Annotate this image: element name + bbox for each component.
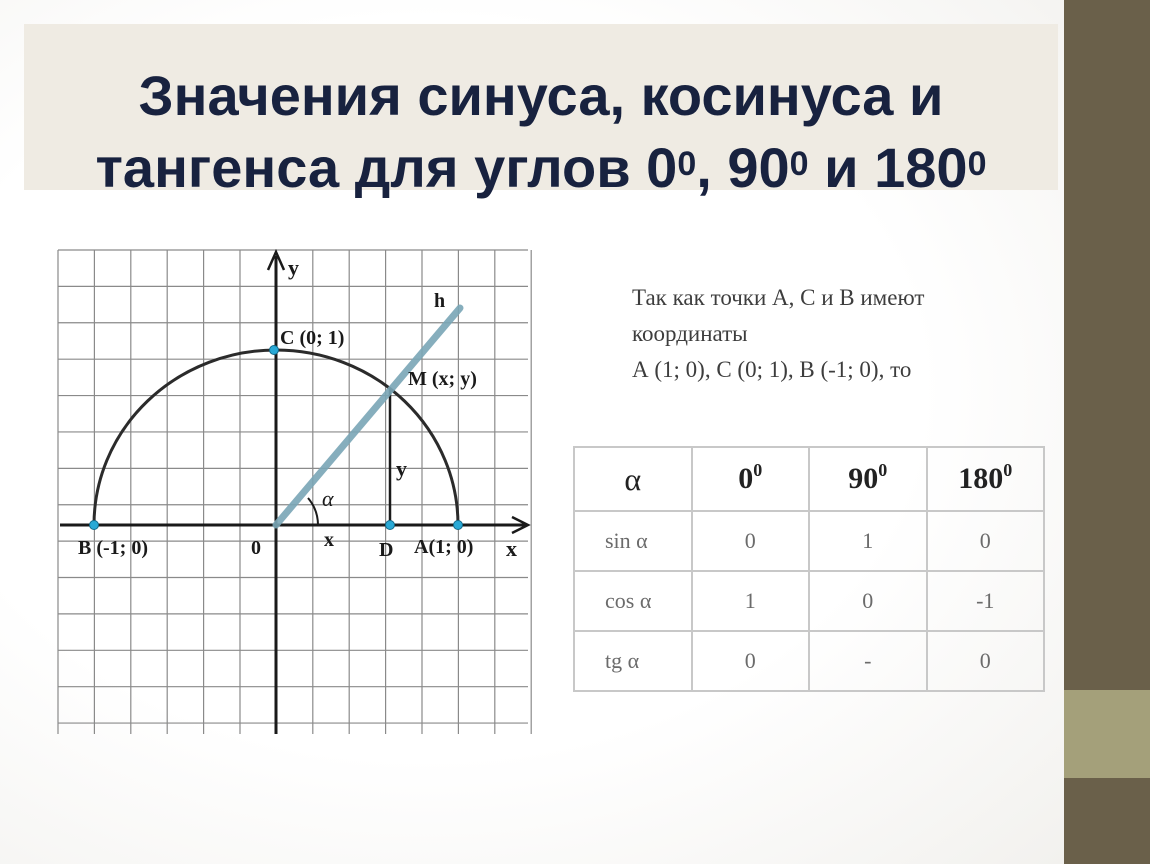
header-angle: 0 (738, 462, 754, 495)
y-axis-label: y (288, 255, 299, 280)
point-m-label: M (x; y) (408, 368, 477, 390)
value-cell: 0 (927, 511, 1045, 571)
title-text-part: и 180 (808, 136, 968, 199)
header-cell-180 (927, 447, 1045, 511)
origin-label: 0 (251, 537, 261, 559)
angle-label: α (322, 486, 334, 511)
table-row-cos (574, 571, 1044, 631)
degree-mark: 0 (878, 460, 888, 480)
title-text-part: , 90 (696, 136, 790, 199)
value-cell: 0 (692, 511, 810, 571)
header-angle: 90 (848, 462, 879, 495)
paragraph-line: координаты (632, 321, 748, 346)
point-b-dot (90, 521, 99, 530)
header-cell-alpha: α (574, 447, 692, 511)
value-cell: -1 (927, 571, 1045, 631)
header-cell-90 (809, 447, 927, 511)
title-line-2 (24, 136, 1058, 200)
degree-mark: 0 (677, 145, 697, 183)
degree-mark: 0 (789, 145, 809, 183)
table-row-tg (574, 631, 1044, 691)
value-cell: 0 (809, 571, 927, 631)
point-c-label: C (0; 1) (280, 327, 345, 349)
point-a-label: A(1; 0) (414, 536, 474, 558)
value-cell: 1 (692, 571, 810, 631)
value-cell: 1 (809, 511, 927, 571)
value-cell: 0 (927, 631, 1045, 691)
segment-x-label: x (324, 529, 334, 551)
title-text-part: тангенса для углов 0 (95, 136, 678, 199)
function-cell: tg α (574, 631, 692, 691)
function-cell: cos α (574, 571, 692, 631)
paragraph-line: Так как точки А, С и В имеют (632, 285, 925, 310)
explanation-paragraph (632, 280, 1052, 388)
point-c-dot (270, 346, 279, 355)
degree-mark: 0 (753, 460, 763, 480)
point-d-dot (386, 521, 395, 530)
unit-circle-diagram (56, 244, 536, 740)
x-axis-label: x (506, 536, 517, 561)
title-line-1: Значения синуса, косинуса и (138, 64, 944, 127)
point-b-label: B (-1; 0) (78, 537, 148, 559)
sidebar-decor-top (1064, 0, 1150, 690)
point-a-dot (454, 521, 463, 530)
point-d-label: D (379, 539, 394, 561)
function-cell: sin α (574, 511, 692, 571)
table-header-row (574, 447, 1044, 511)
sidebar-decor-middle (1064, 690, 1150, 778)
paragraph-line: А (1; 0), С (0; 1), В (-1; 0), то (632, 357, 912, 382)
value-cell: - (809, 631, 927, 691)
header-cell-0 (692, 447, 810, 511)
trig-values-table (573, 446, 1045, 692)
title-banner (24, 24, 1058, 199)
value-cell: 0 (692, 631, 810, 691)
degree-mark: 0 (1003, 460, 1013, 480)
ray-h-label: h (434, 290, 446, 312)
segment-y-label: y (396, 456, 407, 481)
header-angle: 180 (958, 462, 1004, 495)
table-row-sin (574, 511, 1044, 571)
degree-mark: 0 (967, 145, 987, 183)
sidebar-decor-bottom (1064, 778, 1150, 864)
grid (58, 250, 531, 734)
